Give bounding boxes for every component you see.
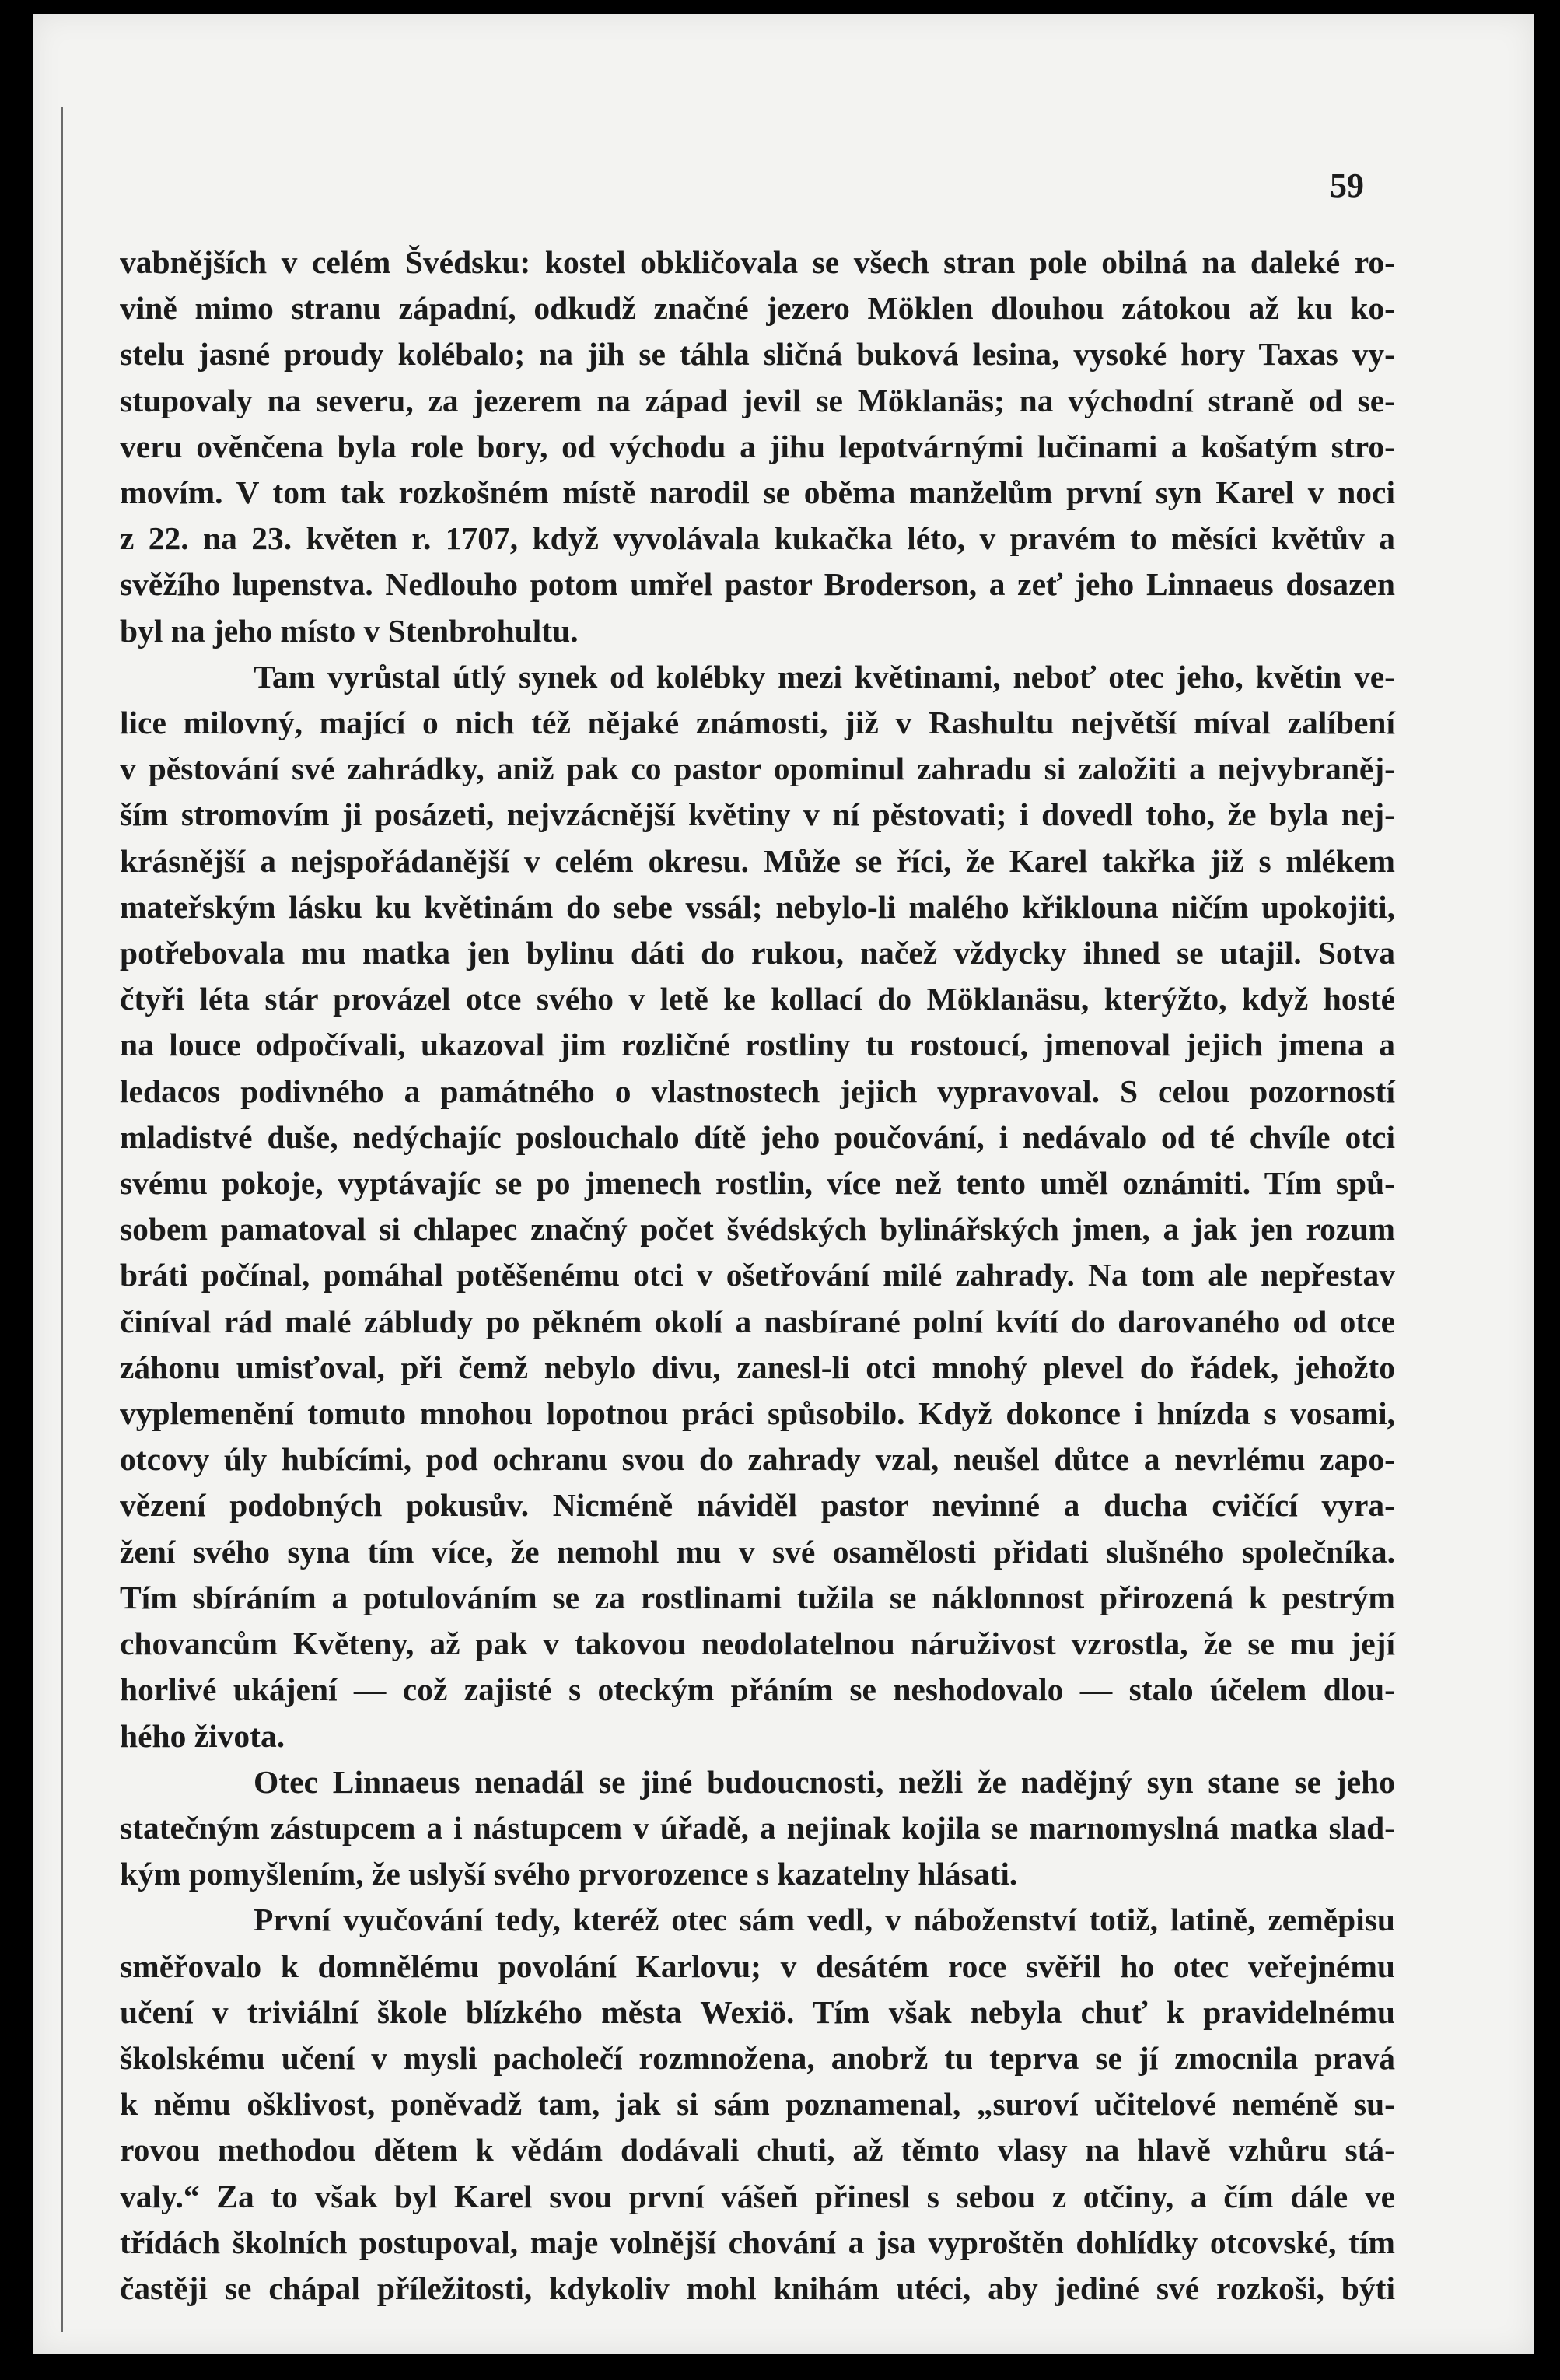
text-line: byl na jeho místo v Stenbrohultu. (120, 612, 579, 649)
text-line: v pěstování své zahrádky, aniž pak co pastor opominul zahradu si založiti a nejvybraněj- (120, 751, 1395, 787)
text-line: svému pokoje, vyptávajíc se po jmenech rostlin, více než tento uměl oznámiti. Tím spů- (120, 1165, 1395, 1202)
text-line: k němu ošklivost, poněvadž tam, jak si sám poznamenal, „suroví učitelové neméně su- (120, 2086, 1395, 2123)
text-line: Otec Linnaeus nenadál se jiné budoucnosti, nežli že nadějný syn stane se jeho (254, 1763, 1395, 1800)
text-line: otcovy úly hubícími, pod ochranu svou do zahrady vzal, neušel důtce a nevrlému zapo- (120, 1441, 1395, 1478)
text-line: První vyučování tedy, kteréž otec sám vedl, v náboženství totiž, latině, zeměpisu (254, 1902, 1395, 1938)
text-line: z 22. na 23. květen r. 1707, když vyvolávala kukačka léto, v pravém to měsíci květův a (120, 520, 1395, 557)
text-line: ledacos podivného a památného o vlastnostech jejich vypravoval. S celou pozorností (120, 1073, 1395, 1109)
text-line: sobem pamatoval si chlapec značný počet švédských bylinářských jmen, a jak jen rozum (120, 1211, 1395, 1248)
text-line: školskému učení v mysli pacholečí rozmnožena, anobrž tu teprva se jí zmocnila pravá (120, 2039, 1395, 2076)
text-line: bráti počínal, pomáhal potěšenému otci v ošetřování milé zahrady. Na tom ale nepřestav (120, 1257, 1395, 1293)
text-line: častěji se chápal příležitosti, kdykoliv mohl knihám utéci, aby jediné své rozkoši, býti (120, 2270, 1395, 2306)
text-line: chovancům Květeny, až pak v takovou neodolatelnou náruživost vzrostla, že se mu její (120, 1626, 1395, 1662)
text-line: mateřským lásku ku květinám do sebe vssál; nebylo-li malého křiklouna ničím upokojiti, (120, 888, 1395, 925)
text-line: svěžího lupenstva. Nedlouho potom umřel pastor Broderson, a zeť jeho Linnaeus dosazen (120, 566, 1395, 603)
text-line: kým pomyšlením, že uslyší svého prvorozence s kazatelny hlásati. (120, 1856, 1018, 1892)
text-line: vězení podobných pokusův. Nicméně náviděl pastor nevinné a ducha cvičící vyra- (120, 1487, 1395, 1524)
text-line: žení svého syna tím více, že nemohl mu v své osamělosti přidati slušného společníka. (120, 1533, 1395, 1570)
text-line: na louce odpočívali, ukazoval jim rozličné rostliny tu rostoucí, jmenoval jejich jmena a (120, 1027, 1395, 1063)
page-edge-shadow (61, 107, 63, 2332)
text-line: směřovalo k domnělému povolání Karlovu; v desátém roce svěřil ho otec veřejnému (120, 1948, 1395, 1984)
text-line: potřebovala mu matka jen bylinu dáti do rukou, načež vždycky ihned se utajil. Sotva (120, 935, 1395, 971)
text-line: veru ověnčena byla role bory, od východu a jihu lepotvárnými lučinami a košatým stro- (120, 428, 1395, 464)
text-line: Tím sbíráním a potulováním se za rostlinami tužila se náklonnost přirozená k pestrým (120, 1579, 1395, 1615)
text-line: stupovaly na severu, za jezerem na západ jevil se Möklanäs; na východní straně od se- (120, 382, 1395, 418)
body-text (120, 240, 1395, 2312)
text-line: mladistvé duše, nedýchajíc poslouchalo dítě jeho poučování, i nedávalo od té chvíle otci (120, 1118, 1395, 1155)
text-line: vyplemenění tomuto mnohou lopotnou práci spůsobilo. Když dokonce i hnízda s vosami, (120, 1395, 1395, 1432)
text-line: učení v triviální škole blízkého města Wexiö. Tím však nebyla chuť k pravidelnému (120, 1993, 1395, 2030)
text-line: movím. V tom tak rozkošném místě narodil se oběma manželům první syn Karel v noci (120, 474, 1395, 511)
text-line: valy.“ Za to však byl Karel svou první vášeň přinesl s sebou z otčiny, a čím dále ve (120, 2178, 1395, 2214)
text-line: hého života. (120, 1717, 285, 1754)
text-line: lice milovný, mající o nich též nějaké známosti, již v Rashultu největší míval zalíbení (120, 705, 1395, 741)
text-line: statečným zástupcem a i nástupcem v úřadě, a nejinak kojila se marnomyslná matka slad- (120, 1809, 1395, 1846)
text-line: ším stromovím ji posázeti, nejvzácnější květiny v ní pěstovati; i dovedl toho, že byla nej- (120, 796, 1395, 833)
book-page (33, 14, 1534, 2354)
text-line: třídách školních postupoval, maje volnější chování a jsa vyproštěn dohlídky otcovské, tím (120, 2224, 1395, 2260)
text-line: záhonu umisťoval, při čemž nebylo divu, zanesl-li otci mnohý plevel do řádek, jehožto (120, 1349, 1395, 1385)
text-line: stelu jasné proudy kolébalo; na jih se táhla sličná buková lesina, vysoké hory Taxas vy- (120, 336, 1395, 373)
text-line: horlivé ukájení — což zajisté s oteckým přáním se neshodovalo — stalo účelem dlou- (120, 1671, 1395, 1708)
text-line: Tam vyrůstal útlý synek od kolébky mezi květinami, neboť otec jeho, květin ve- (254, 658, 1395, 695)
page-number: 59 (1330, 166, 1364, 205)
text-line: činíval rád malé zábludy po pěkném okolí a nasbírané polní kvítí do darovaného od otce (120, 1303, 1395, 1339)
text-line: rovou methodou dětem k vědám dodávali chuti, až těmto vlasy na hlavě vzhůru stá- (120, 2132, 1395, 2168)
text-line: krásnější a nejspořádanější v celém okresu. Může se říci, že Karel takřka již s mlékem (120, 842, 1395, 879)
text-line: vině mimo stranu západní, odkudž značné jezero Möklen dlouhou zátokou až ku ko- (120, 290, 1395, 327)
text-line: čtyři léta stár provázel otce svého v letě ke kollací do Möklanäsu, kterýžto, když hosté (120, 981, 1395, 1017)
text-line: vabnějších v celém Švédsku: kostel obkličovala se všech stran pole obilná na daleké ro- (120, 244, 1395, 280)
